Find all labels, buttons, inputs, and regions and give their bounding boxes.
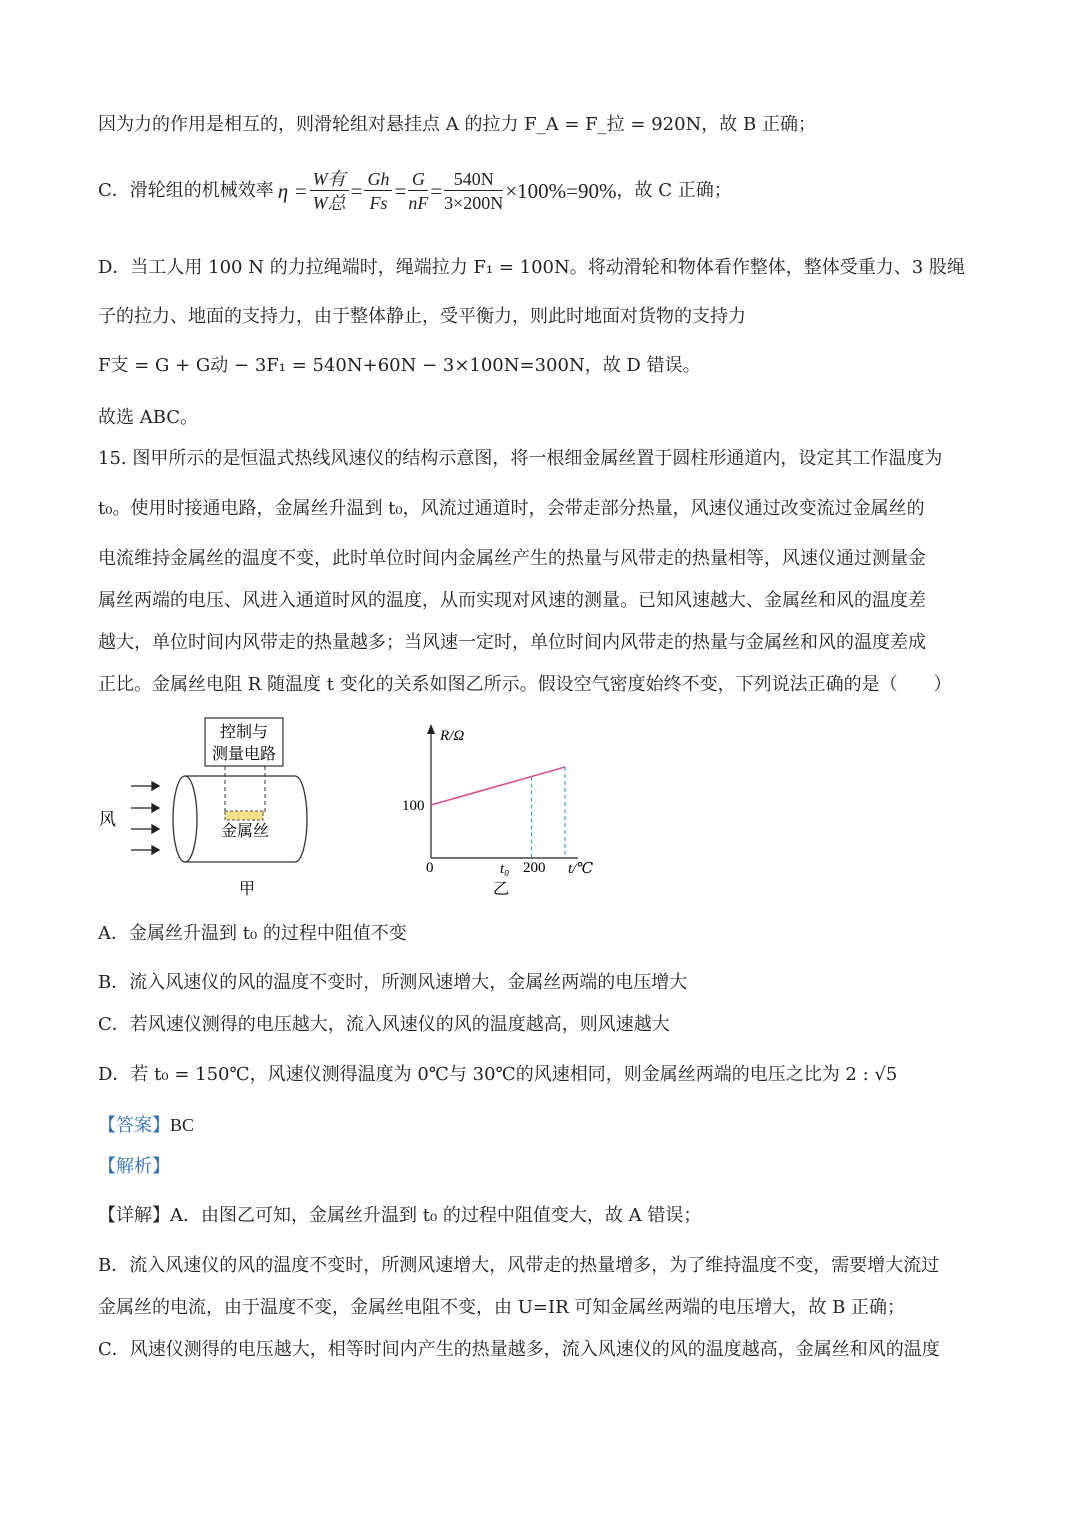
detail-tag: 【详解】 [98, 1205, 170, 1226]
wind-arrows [131, 782, 159, 854]
metal-wire [225, 811, 263, 820]
fraction [444, 170, 503, 212]
y-axis-label: R/Ω [440, 728, 465, 744]
box-label-line2: 测量电路 [211, 746, 277, 763]
denominator: W总 [312, 193, 346, 213]
question-text: 电流维持金属丝的温度不变，此时单位时间内金属丝产生的热量与风带走的热量相等，风速仪通过测量金 [98, 548, 926, 569]
analysis-line [98, 1158, 170, 1176]
figure-jia [95, 712, 325, 902]
resistance-line [431, 767, 565, 805]
answer-line [98, 1116, 194, 1135]
text-line: D．当工人用 100 N 的力拉绳端时，绳端拉力 F₁ = 100N。将动滑轮和物体看作整体，整体受重力、3 股绳 [98, 257, 965, 278]
y-tick-label: 100 [402, 798, 425, 814]
detail-c-line: C．风速仪测得的电压越大，相等时间内产生的热量越多，流入风速仪的风的温度越高，金属丝和风的温度 [98, 1339, 940, 1360]
box-label-line1: 控制与 [219, 724, 269, 741]
x-axis-label: t/℃ [568, 861, 594, 877]
text-segment: C．滑轮组的机械效率 [98, 180, 274, 201]
wind-label: 风 [99, 810, 116, 829]
fraction [364, 170, 392, 212]
numerator: Gh [364, 170, 392, 191]
origin-label: 0 [426, 860, 434, 876]
option-c: C．若风速仪测得的电压越大，流入风速仪的风的温度越高，则风速越大 [98, 1014, 670, 1035]
numerator: 540N [444, 170, 503, 191]
answer-value: BC [170, 1115, 195, 1135]
detail-line [98, 1207, 701, 1225]
efficiency-formula: C．滑轮组的机械效率 η = $\frac{\text{W有}}{\text{W总}}$ = $\frac{Gh}{Fs}$ = $\frac{G}{nF}$ = $\frac{540N}{3\times 200N}$ ×100%=90% ，故 C 正确； [98, 169, 732, 213]
question-text: 15. 图甲所示的是恒温式热线风速仪的结构示意图，将一根细金属丝置于圆柱形通道内，设定其工作温度为 [98, 448, 943, 469]
denominator: nF [408, 193, 429, 213]
wire-label: 金属丝 [220, 823, 270, 840]
option-b: B．流入风速仪的风的温度不变时，所测风速增大，金属丝两端的电压增大 [98, 972, 688, 993]
text-line: F支 = G + G动 − 3F₁ = 540N+60N − 3×100N=300N，故 D 错误。 [98, 355, 701, 376]
denominator: Fs [369, 193, 388, 213]
eta-symbol: η = [277, 178, 308, 203]
detail-b-line1: B．流入风速仪的风的温度不变时，所测风速增大，风带走的热量增多，为了维持温度不变，需要增大流过 [98, 1255, 940, 1276]
question-text: 正比。金属丝电阻 R 随温度 t 变化的关系如图乙所示。假设空气密度始终不变，下列说法正确的是（ ） [98, 674, 952, 695]
text-line: 子的拉力、地面的支持力，由于整体静止，受平衡力，则此时地面对货物的支持力 [98, 306, 746, 327]
detail-b-line2: 金属丝的电流，由于温度不变，金属丝电阻不变，由 U=IR 可知金属丝两端的电压增大，故 B 正确； [98, 1297, 906, 1318]
denominator: 3×200N [444, 193, 504, 213]
detail-a: A．由图乙可知，金属丝升温到 t₀ 的过程中阻值变大，故 A 错误； [170, 1205, 702, 1226]
fraction [310, 170, 349, 212]
text-line: 故选 ABC。 [98, 407, 199, 428]
fraction [408, 170, 428, 212]
text-segment: ×100%=90% [505, 178, 617, 203]
numerator: G [408, 170, 428, 191]
question-text: 越大，单位时间内风带走的热量越多；当风速一定时，单位时间内风带走的热量与金属丝和风的温度差成 [98, 632, 926, 653]
figure-yi-chart [398, 718, 608, 898]
analysis-tag: 【解析】 [98, 1156, 170, 1177]
text-line: 因为力的作用是相互的，则滑轮组对悬挂点 A 的拉力 F_A = F_拉 = 920N，故 B 正确； [98, 114, 816, 135]
figure-caption: 乙 [493, 881, 510, 898]
question-text: 属丝两端的电压、风进入通道时风的温度，从而实现对风速的测量。已知风速越大、金属丝和风的温度差 [98, 590, 926, 611]
answer-tag: 【答案】 [98, 1115, 170, 1136]
numerator: W有 [310, 170, 349, 191]
option-a: A．金属丝升温到 t₀ 的过程中阻值不变 [98, 923, 407, 944]
question-text: t₀。使用时接通电路，金属丝升温到 t₀，风流过通道时，会带走部分热量，风速仪通过改变流过金属丝的 [98, 498, 925, 519]
x-tick-t0: t₀ [500, 861, 510, 877]
option-d: D．若 t₀ = 150℃，风速仪测得温度为 0℃与 30℃的风速相同，则金属丝两端的电压之比为 2 : √5 [98, 1064, 898, 1085]
x-tick-200: 200 [523, 860, 546, 876]
figure-caption: 甲 [238, 881, 256, 898]
text-segment: ，故 C 正确； [616, 180, 732, 201]
